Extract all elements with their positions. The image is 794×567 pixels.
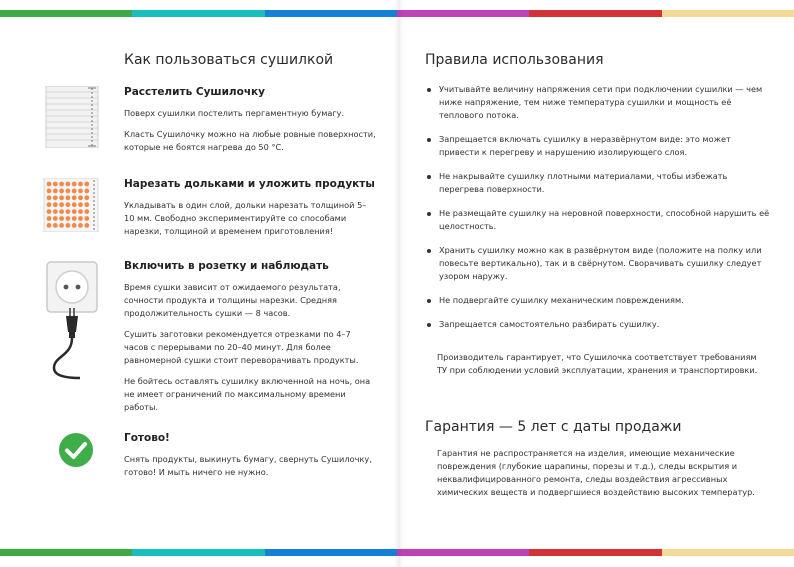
fruit-slice-dot — [53, 195, 58, 200]
fruit-slice-dot — [59, 182, 64, 187]
rule-text: Учитывайте величину напряжения сети при подключении сушилки — чем ниже напряжение, тем ниже температура сушилки и мощность её теплового потока. — [439, 84, 763, 120]
fruit-slice-dot — [78, 189, 83, 194]
page-fold — [394, 0, 406, 567]
fruit-slice-dot — [84, 202, 89, 207]
fruit-slice-dot — [47, 195, 52, 200]
step-heading: Готово! — [124, 432, 170, 444]
list-item — [425, 83, 770, 122]
fruit-slice-dot — [59, 223, 64, 228]
fruit-slice-dot — [66, 202, 71, 207]
fruit-slice-dot — [84, 182, 89, 187]
fruit-slice-dot — [72, 182, 77, 187]
fruit-slice-dot — [66, 182, 71, 187]
fruit-slice-dot — [72, 195, 77, 200]
rule-text: Не накрывайте сушилку плотными материалами, чтобы избежать перегрева поверхности. — [439, 171, 728, 194]
left-page — [40, 52, 376, 477]
fruit-slice-dot — [78, 195, 83, 200]
fruit-slice-dot — [84, 216, 89, 221]
stripe-segment — [529, 10, 661, 17]
list-item — [425, 318, 770, 331]
fruit-slice-dot — [78, 216, 83, 221]
rules-title: Правила использования — [425, 52, 604, 68]
fruit-slice-dot — [53, 189, 58, 194]
fruit-slice-dot — [59, 216, 64, 221]
stripe-segment — [265, 10, 397, 17]
stripe-segment — [397, 549, 529, 556]
fruit-slice-dot — [59, 209, 64, 214]
fruit-slice-dot — [59, 195, 64, 200]
rule-text: Хранить сушилку можно как в развёрнутом виде (положите на полку или повесьте вертикально), так и в свёрнутом. Сворачивать сушилку следует узором наружу. — [439, 245, 762, 281]
fruit-slice-dot — [78, 202, 83, 207]
step-text: Укладывать в один слой, дольки нарезать толщиной 5–10 мм. Свободно экспериментируйте со способами нарезки, толщиной и временем приготовления! — [124, 200, 367, 236]
step-text: Сушить заготовки рекомендуется отрезками по 4–7 часов с перерывами по 20–40 минут. Для более равномерной сушки стоит переворачивать продукты. — [124, 329, 359, 365]
step-body — [124, 86, 376, 162]
fruit-slice-dot — [47, 189, 52, 194]
step-body — [124, 432, 376, 487]
warranty-text: Гарантия не распространяется на изделия, имеющие механические повреждения (глубокие царапины, порезы и т.д.), следы вскрытия и неквалифицированного ремонта, следы воздействия агрессивных химических веществ и подвергшиеся воздействию высоких температур. — [437, 448, 755, 497]
fruit-slice-dot — [66, 216, 71, 221]
step-heading: Включить в розетку и наблюдать — [124, 260, 329, 272]
bullet-icon — [427, 212, 431, 216]
rule-text: Не размещайте сушилку на неровной поверхности, способной нарушить её целостность. — [439, 208, 770, 231]
fruit-slice-dot — [78, 182, 83, 187]
fruit-slice-dot — [72, 223, 77, 228]
stripe-segment — [662, 10, 794, 17]
warranty-title: Гарантия — 5 лет с даты продажи — [425, 419, 682, 435]
step-body — [124, 178, 376, 246]
step-text: Класть Сушилочку можно на любые ровные поверхности, которые не боятся нагрева до 50 °С. — [124, 129, 376, 152]
step-heading: Нарезать дольками и уложить продукты — [124, 178, 375, 190]
list-item — [425, 207, 770, 233]
fruit-slice-dot — [47, 182, 52, 187]
paper-sheet-icon — [40, 86, 104, 152]
right-page — [425, 52, 770, 497]
fruit-slice-dot — [66, 209, 71, 214]
fruit-slice-dot — [84, 223, 89, 228]
fruit-slice-dot — [47, 223, 52, 228]
step-body — [124, 260, 376, 422]
rule-text: Не подвергайте сушилку механическим повреждениям. — [439, 295, 684, 305]
bullet-icon — [427, 138, 431, 142]
fruit-slice-dot — [47, 202, 52, 207]
fruit-slice-dot — [59, 189, 64, 194]
fruit-slice-dot — [53, 216, 58, 221]
fruit-slice-dot — [84, 195, 89, 200]
stripe-segment — [132, 549, 264, 556]
fruit-slice-dot — [47, 209, 52, 214]
stripe-segment — [265, 549, 397, 556]
fruit-slice-dot — [72, 202, 77, 207]
fruit-slice-dot — [72, 209, 77, 214]
list-item — [425, 170, 770, 196]
bullet-icon — [427, 299, 431, 303]
list-item — [425, 133, 770, 159]
step-heading: Расстелить Сушилочку — [124, 86, 266, 98]
fruit-slice-dot — [53, 202, 58, 207]
fruit-slice-dot — [66, 189, 71, 194]
list-item — [425, 294, 770, 307]
stripe-segment — [0, 549, 132, 556]
bullet-icon — [427, 88, 431, 92]
stripe-segment — [397, 10, 529, 17]
power-socket-icon — [40, 260, 104, 384]
step-text: Время сушки зависит от ожидаемого результата, сочности продукта и толщины нарезки. Средняя продолжительность сушки — 8 часов. — [124, 282, 341, 318]
fruit-slice-dot — [53, 182, 58, 187]
sliced-fruit-grid-icon — [40, 178, 104, 236]
guarantee-note: Производитель гарантирует, что Сушилочка соответствует требованиям ТУ при соблюдении условий эксплуатации, хранения и транспортировки. — [437, 352, 758, 375]
step-text: Поверх сушилки постелить пергаментную бумагу. — [124, 108, 345, 118]
rule-text: Запрещается включать сушилку в неразвёрнутом виде: это может привести к перегреву и нарушению изолирующего слоя. — [439, 134, 731, 157]
page-title: Как пользоваться сушилкой — [124, 52, 334, 68]
fruit-slice-dot — [72, 216, 77, 221]
stripe-segment — [132, 10, 264, 17]
fruit-slice-dot — [47, 216, 52, 221]
step-text: Не бойтесь оставлять сушилку включенной на ночь, она не имеет ограничений по максимальному времени работы. — [124, 376, 371, 412]
rule-text: Запрещается самостоятельно разбирать сушилку. — [439, 319, 660, 329]
step-text: Снять продукты, выкинуть бумагу, свернуть Сушилочку, готово! И мыть ничего не нужно. — [124, 454, 372, 477]
bullet-icon — [427, 249, 431, 253]
fruit-slice-dot — [66, 223, 71, 228]
fruit-slice-dot — [66, 195, 71, 200]
stripe-segment — [529, 549, 661, 556]
fruit-slice-dot — [78, 223, 83, 228]
fruit-slice-dot — [53, 223, 58, 228]
fruit-slice-dot — [78, 209, 83, 214]
fruit-slice-dot — [53, 209, 58, 214]
bullet-icon — [427, 323, 431, 327]
fruit-slice-dot — [72, 189, 77, 194]
stripe-segment — [662, 549, 794, 556]
rules-list — [425, 83, 770, 342]
stripe-segment — [0, 10, 132, 17]
checkmark-icon — [58, 432, 94, 472]
bullet-icon — [427, 175, 431, 179]
fruit-slice-dot — [59, 202, 64, 207]
fruit-slice-dot — [84, 189, 89, 194]
fruit-slice-dot — [84, 209, 89, 214]
list-item — [425, 244, 770, 283]
